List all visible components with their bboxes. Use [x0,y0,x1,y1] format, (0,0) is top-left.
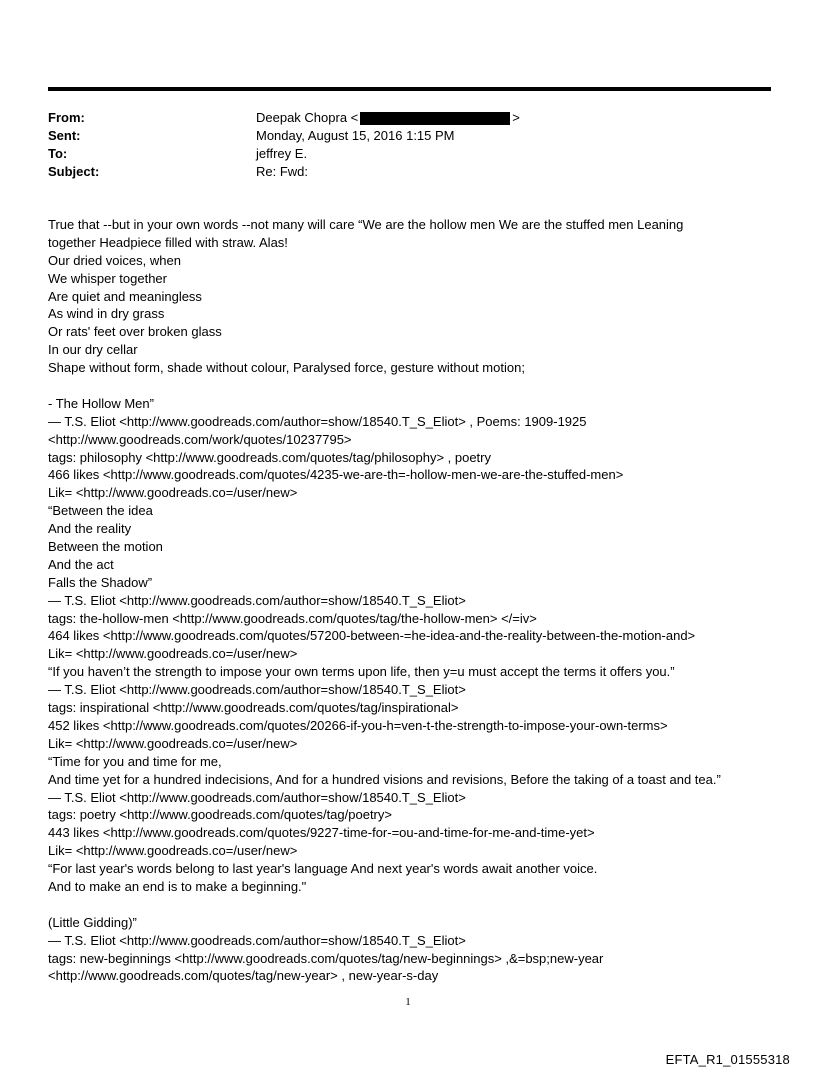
body-line [48,896,788,914]
body-line: Falls the Shadow” [48,574,153,590]
from-label: From: [48,110,85,125]
bates-number: EFTA_R1_01555318 [665,1052,790,1067]
body-line: “Between the idea [48,503,153,519]
body-line: Lik= <http://www.goodreads.co=/user/new> [48,485,298,501]
body-line: “If you haven’t the strength to impose your own terms upon life, then y=u must accept the terms it offers you.” [48,664,675,680]
body-line: together Headpiece filled with straw. Alas! [48,234,288,250]
body-line: tags: philosophy <http://www.goodreads.com/quotes/tag/philosophy> , poetry [48,449,491,465]
body-line: Shape without form, shade without colour, Paralysed force, gesture without motion; [48,360,525,376]
body-line: And time yet for a hundred indecisions, And for a hundred visions and revisions, Before the taking of a toast and tea.” [48,771,721,787]
body-line: tags: new-beginnings <http://www.goodreads.com/quotes/tag/new-beginnings> ,&=bsp;new-year [48,950,604,966]
body-line: Between the motion [48,539,163,555]
body-line: And to make an end is to make a beginning." [48,878,307,894]
body-line: <http://www.goodreads.com/quotes/tag/new-year> , new-year-s-day [48,968,439,984]
sent-row [48,127,771,145]
subject-label: Subject: [48,164,100,179]
page-number: 1 [405,996,411,1008]
body-line: Our dried voices, when [48,252,181,268]
body-line: Are quiet and meaningless [48,288,202,304]
from-name: Deepak Chopra < [256,110,359,125]
body-line: (Little Gidding)” [48,914,137,930]
body-line: Or rats' feet over broken glass [48,324,222,340]
body-line: True that --but in your own words --not many will care “We are the hollow men We are the stuffed men Leaning [48,217,684,232]
body-line: And the act [48,556,114,572]
body-line: tags: poetry <http://www.goodreads.com/quotes/tag/poetry> [48,807,392,823]
body-line: We whisper together [48,270,167,286]
sent-label: Sent: [48,128,81,143]
body-line: As wind in dry grass [48,306,165,322]
body-line: In our dry cellar [48,342,138,358]
email-body [48,216,788,985]
body-line: 466 likes <http://www.goodreads.com/quotes/4235-we-are-th=-hollow-men-we-are-the-stuffed-men> [48,467,624,483]
to-value: jeffrey E. [256,146,308,161]
sent-value: Monday, August 15, 2016 1:15 PM [256,128,455,143]
body-line: <http://www.goodreads.com/work/quotes/10237795> [48,431,352,447]
body-line: And the reality [48,521,132,537]
body-line: — T.S. Eliot <http://www.goodreads.com/author=show/18540.T_S_Eliot> , Poems: 1909-1925 [48,413,587,429]
from-row [48,109,771,127]
body-line: — T.S. Eliot <http://www.goodreads.com/author=show/18540.T_S_Eliot> [48,932,466,948]
body-line: 464 likes <http://www.goodreads.com/quotes/57200-between-=he-idea-and-the-reality-between-the-motion-and> [48,628,696,644]
redaction-block [360,112,510,125]
to-row [48,145,771,163]
body-line [48,377,788,395]
body-line: Lik= <http://www.goodreads.co=/user/new> [48,843,298,859]
to-label: To: [48,146,68,161]
body-line: Lik= <http://www.goodreads.co=/user/new> [48,646,298,662]
subject-row [48,163,771,181]
body-line: “Time for you and time for me, [48,753,222,769]
email-header [48,109,771,181]
body-line: tags: inspirational <http://www.goodreads.com/quotes/tag/inspirational> [48,700,459,716]
body-line: 443 likes <http://www.goodreads.com/quotes/9227-time-for-=ou-and-time-for-me-and-time-yet> [48,825,595,841]
body-line: 452 likes <http://www.goodreads.com/quotes/20266-if-you-h=ven-t-the-strength-to-impose-your-own-terms> [48,717,668,733]
header-rule [48,87,771,91]
body-line: — T.S. Eliot <http://www.goodreads.com/author=show/18540.T_S_Eliot> [48,592,466,608]
from-close: > [512,110,520,125]
body-line: tags: the-hollow-men <http://www.goodreads.com/quotes/tag/the-hollow-men> </=iv> [48,610,537,626]
subject-value: Re: Fwd: [256,164,309,179]
body-line: “For last year's words belong to last year's language And next year's words await another voice. [48,861,598,877]
body-line: — T.S. Eliot <http://www.goodreads.com/author=show/18540.T_S_Eliot> [48,682,466,698]
body-line: Lik= <http://www.goodreads.co=/user/new> [48,735,298,751]
body-line: — T.S. Eliot <http://www.goodreads.com/author=show/18540.T_S_Eliot> [48,789,466,805]
from-value [256,109,520,127]
body-line: - The Hollow Men” [48,395,154,411]
